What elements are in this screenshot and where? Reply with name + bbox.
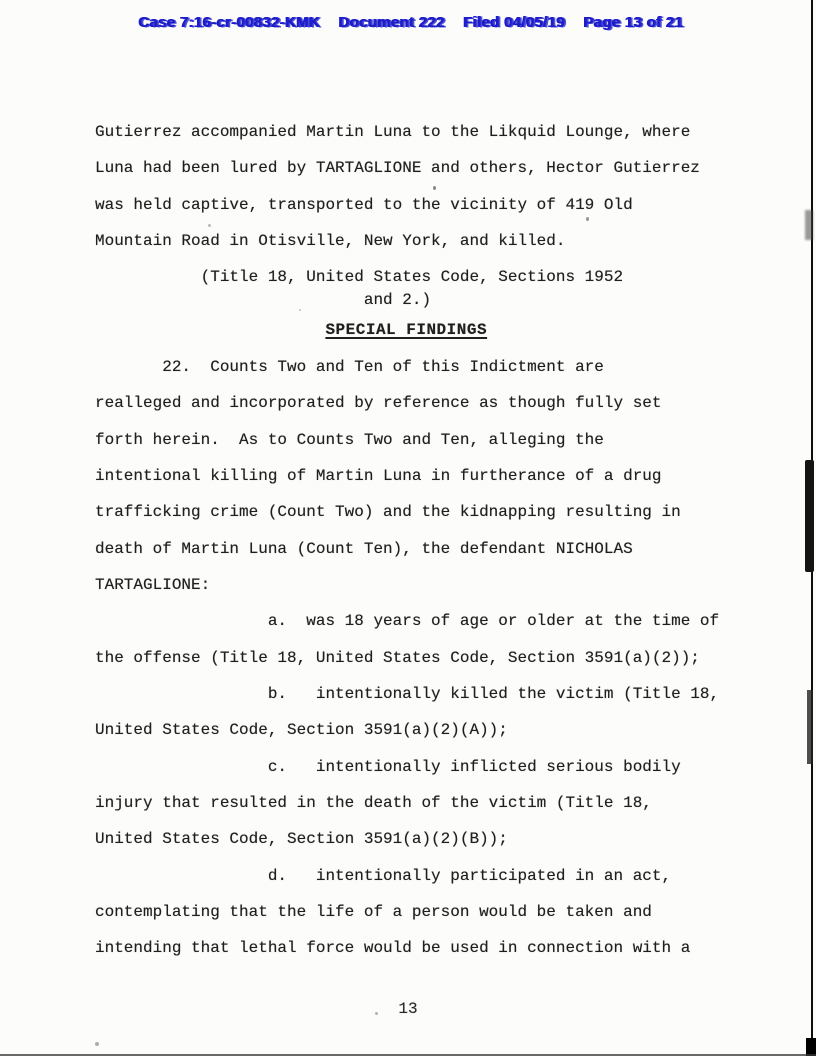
text-line: United States Code, Section 3591(a)(2)(B)); <box>95 830 508 849</box>
text-line: intentional killing of Martin Luna in furtherance of a drug <box>95 466 662 485</box>
text-line: Mountain Road in Otisville, New York, and killed. <box>95 231 566 250</box>
scan-speck <box>586 217 589 221</box>
scan-speck <box>208 224 211 227</box>
text-line: b. intentionally killed the victim (Title 18, <box>95 684 720 703</box>
scan-artifact <box>807 690 813 764</box>
scan-speck <box>433 186 436 190</box>
text-line: d. intentionally participated in an act, <box>95 866 672 885</box>
text-line: the offense (Title 18, United States Code, Section 3591(a)(2)); <box>95 648 700 667</box>
case-caption-header <box>138 14 683 31</box>
text-line: 22. Counts Two and Ten of this Indictment are <box>95 358 604 376</box>
scan-artifact <box>805 210 813 240</box>
text-line: United States Code, Section 3591(a)(2)(A)); <box>95 721 508 740</box>
text-line: TARTAGLIONE: <box>95 575 211 594</box>
text-line: Gutierrez accompanied Martin Luna to the Likquid Lounge, where <box>95 123 691 141</box>
text-line: (Title 18, United States Code, Sections 1952 <box>95 268 624 287</box>
text-line: injury that resulted in the death of the victim (Title 18, <box>95 793 652 812</box>
text-line: a. was 18 years of age or older at the time of <box>95 612 720 631</box>
page-number: 13 <box>398 1000 418 1018</box>
scan-speck <box>375 1012 378 1015</box>
document-body <box>95 122 719 975</box>
text-line: contemplating that the life of a person would be taken and <box>95 902 652 921</box>
text-line: intending that lethal force would be used in connection with a <box>95 939 691 958</box>
section-heading: SPECIAL FINDINGS <box>325 321 488 339</box>
scan-speck <box>299 309 301 311</box>
text-line: was held captive, transported to the vicinity of 419 Old <box>95 195 633 214</box>
text-line: and 2.) <box>95 291 432 309</box>
section-heading-line <box>95 320 719 357</box>
case-number: Case 7:16-cr-00832-KMK <box>138 14 320 31</box>
text-line: death of Martin Luna (Count Ten), the defendant NICHOLAS <box>95 539 633 558</box>
scan-speck <box>95 1042 99 1046</box>
text-line: forth herein. As to Counts Two and Ten, alleging the <box>95 430 604 449</box>
text-line: c. intentionally inflicted serious bodily <box>95 757 681 776</box>
text-line: realleged and incorporated by reference as though fully set <box>95 394 662 413</box>
text-line: Luna had been lured by TARTAGLIONE and others, Hector Gutierrez <box>95 159 700 178</box>
filed-date: Filed 04/05/19 <box>462 14 565 31</box>
text-line: trafficking crime (Count Two) and the kidnapping resulting in <box>95 503 681 522</box>
document-number: Document 222 <box>338 14 445 31</box>
page-count: Page 13 of 21 <box>583 14 683 31</box>
scan-artifact <box>805 460 814 572</box>
